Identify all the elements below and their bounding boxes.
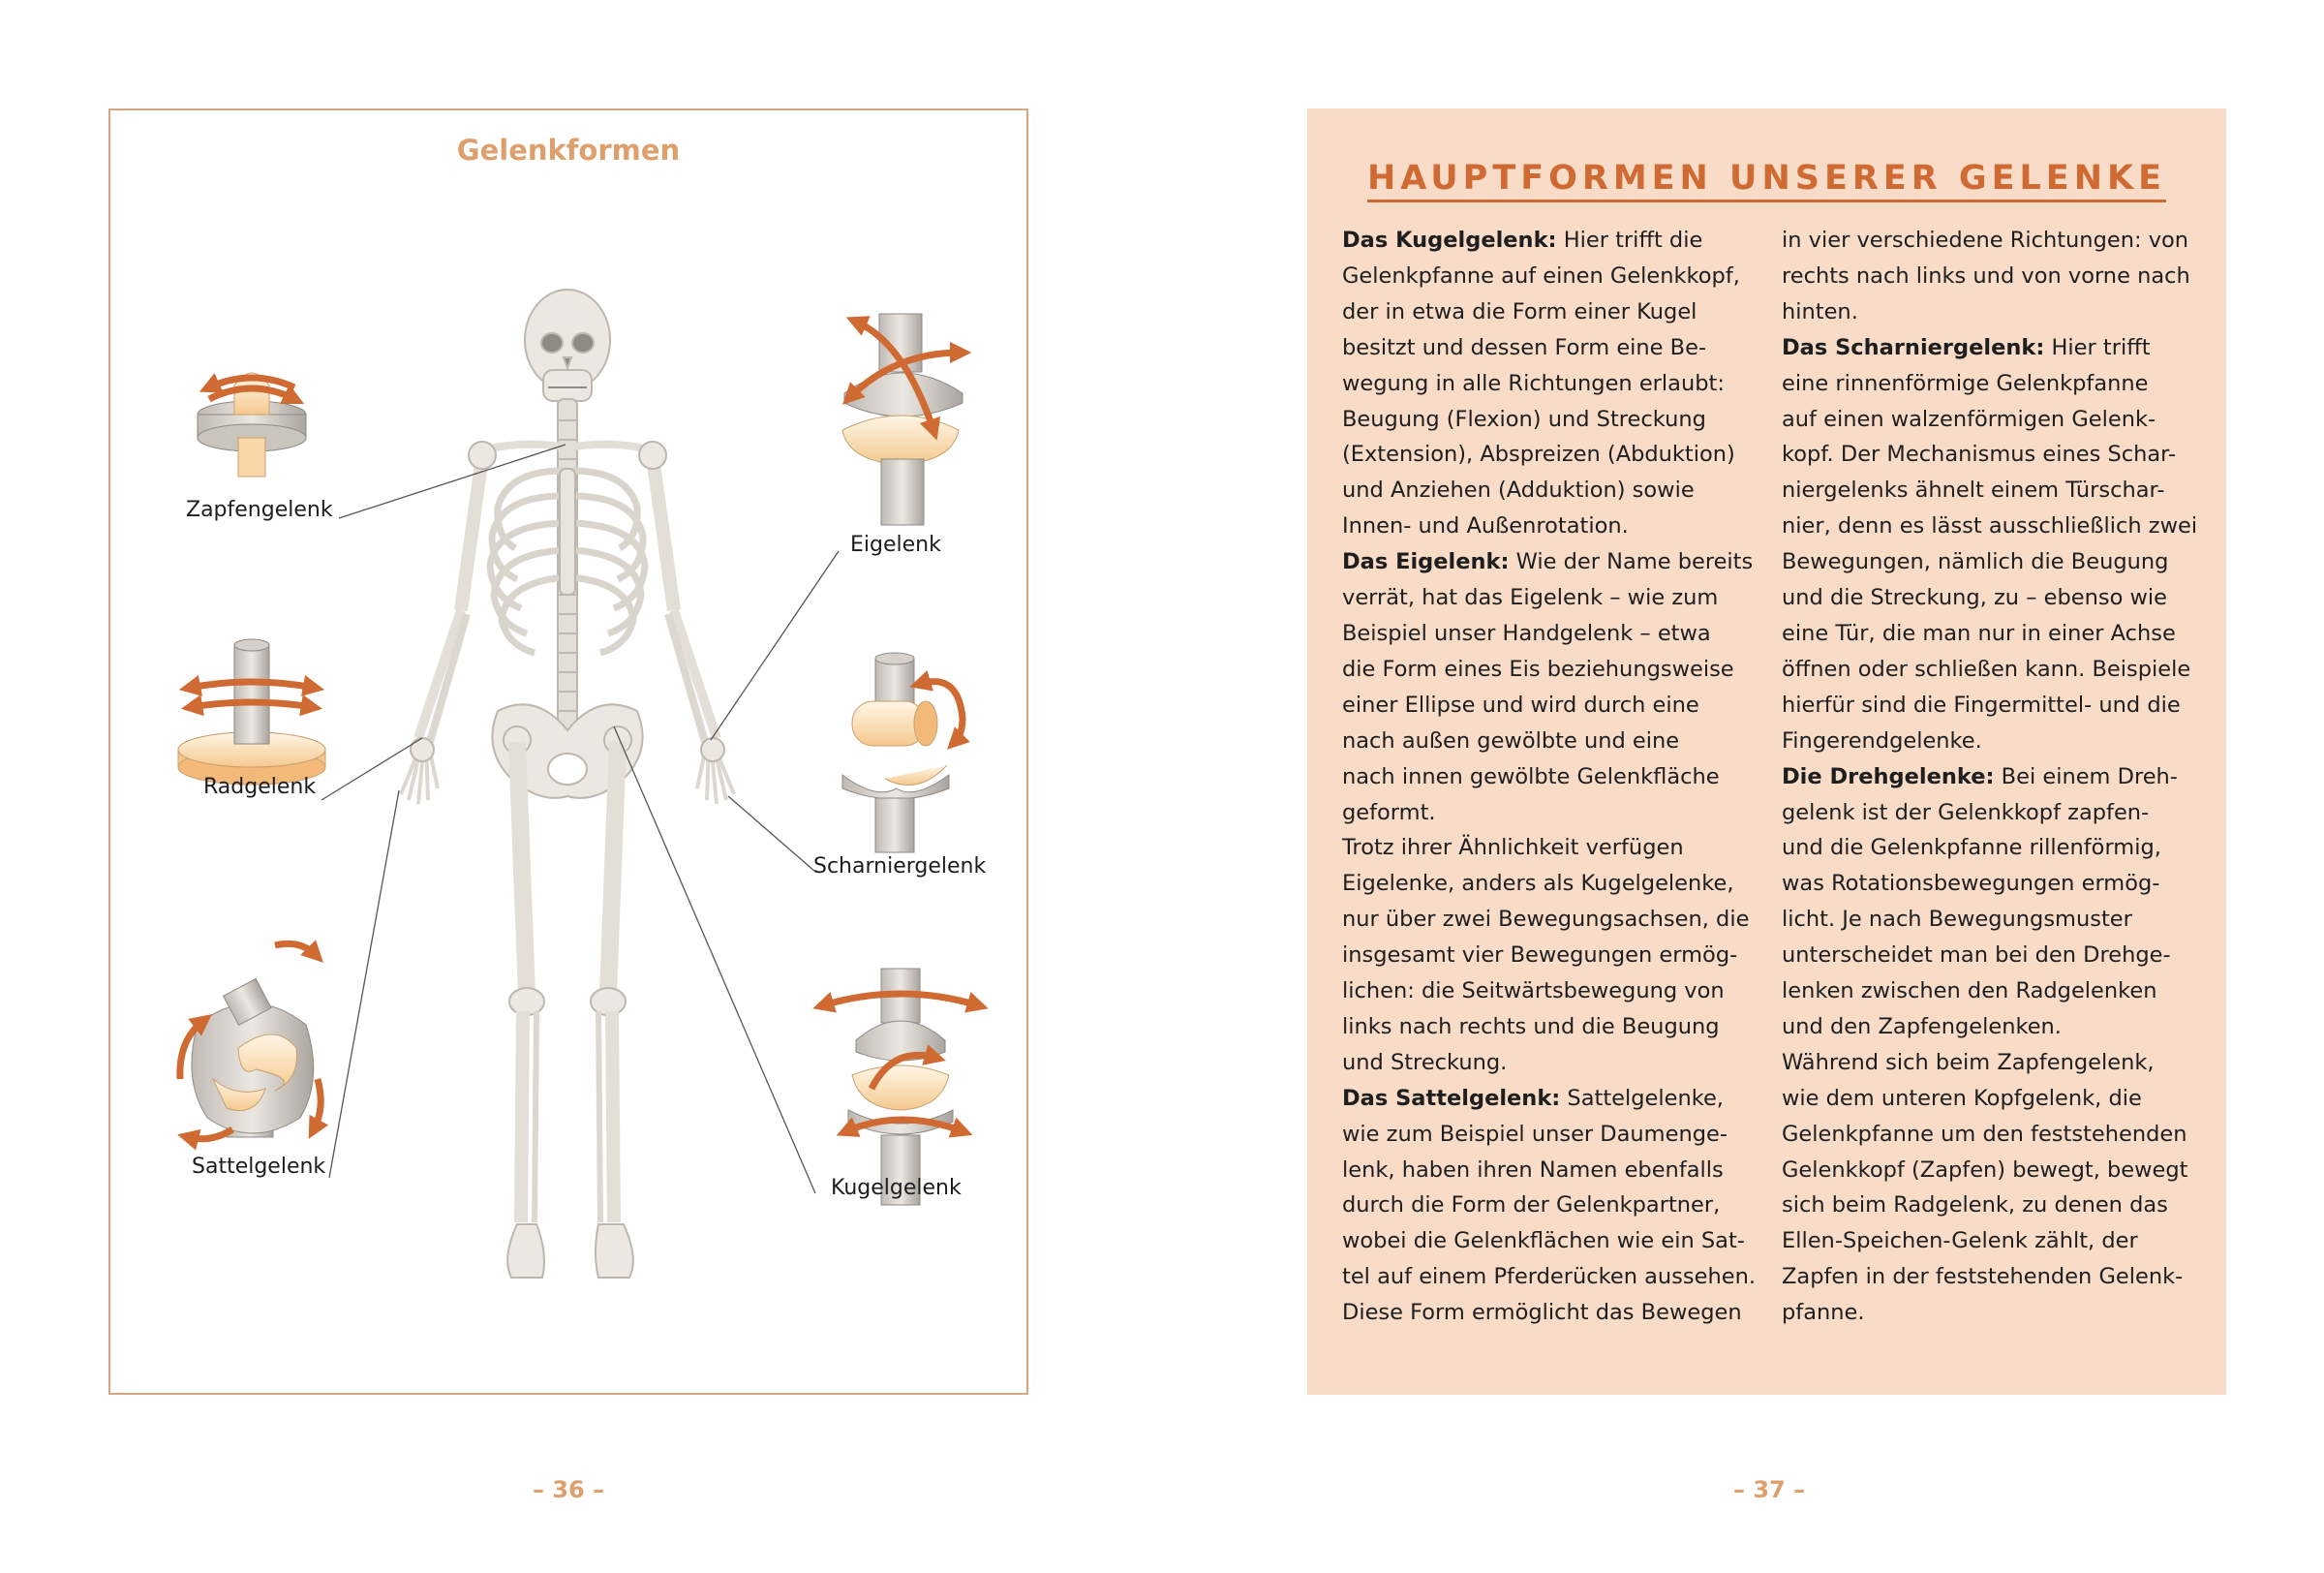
text-line [1782, 223, 2198, 259]
text-line [1342, 1081, 1758, 1117]
line-text: pfanne. [1782, 1300, 1865, 1326]
text-line [1782, 616, 2198, 652]
line-text: kopf. Der Mechanismus eines Schar- [1782, 442, 2177, 468]
text-line [1342, 437, 1758, 473]
line-text: Beispiel unser Handgelenk – etwa [1342, 620, 1711, 646]
line-text: Bewegungen, nämlich die Beugung [1782, 549, 2169, 575]
figure-title: Gelenkformen [456, 134, 681, 167]
eigelenk-icon [842, 314, 963, 525]
line-text: verrät, hat das Eigelenk – wie zum [1342, 585, 1719, 611]
line-text: eine Tür, die man nur in einer Achse [1782, 620, 2176, 646]
text-line [1342, 580, 1758, 616]
leg-right [591, 726, 633, 1278]
line-text: geformt. [1342, 799, 1436, 825]
section-heading: Die Drehgelenke: [1782, 763, 1995, 789]
text-line [1782, 1187, 2198, 1223]
line-text: auf einen walzenförmigen Gelenk- [1782, 406, 2156, 432]
line-text: Beugung (Flexion) und Streckung [1342, 406, 1706, 432]
line-text: Gelenkkopf (Zapfen) bewegt, bewegt [1782, 1157, 2188, 1183]
text-line [1782, 938, 2198, 973]
text-line [1782, 366, 2198, 402]
text-line [1782, 1153, 2198, 1188]
label-scharniergelenk: Scharniergelenk [813, 854, 987, 879]
line-text: wobei die Gelenkflächen wie ein Sat- [1342, 1228, 1745, 1254]
radgelenk-icon [178, 639, 325, 785]
text-line [1782, 402, 2198, 438]
line-text: Diese Form ermöglicht das Bewegen [1342, 1300, 1742, 1326]
line-text: licht. Je nach Bewegungsmuster [1782, 907, 2132, 933]
text-column-1 [1342, 223, 1758, 1331]
text-line [1342, 652, 1758, 688]
line-text: Trotz ihrer Ähnlichkeit verfügen [1342, 835, 1684, 861]
text-line [1782, 1009, 2198, 1045]
line-text: öffnen oder schließen kann. Beispiele [1782, 656, 2191, 682]
label-eigelenk: Eigelenk [850, 533, 941, 557]
text-line [1342, 402, 1758, 438]
line-text: Gelenkpfanne um den feststehenden [1782, 1121, 2187, 1147]
text-line [1782, 652, 2198, 688]
page-number-right: – 37 – [1733, 1476, 1806, 1503]
label-kugelgelenk: Kugelgelenk [831, 1176, 962, 1200]
line-text: Gelenkpfanne auf einen Gelenkkopf, [1342, 262, 1740, 289]
text-line [1342, 473, 1758, 509]
line-text: rechts nach links und von vorne nach [1782, 262, 2190, 289]
text-line [1782, 866, 2198, 902]
text-line [1342, 1259, 1758, 1295]
text-line [1782, 973, 2198, 1009]
label-sattelgelenk: Sattelgelenk [192, 1155, 326, 1179]
text-line [1782, 330, 2198, 366]
text-line [1342, 1223, 1758, 1259]
text-line [1342, 902, 1758, 938]
text-line [1342, 223, 1758, 259]
text-line [1782, 1081, 2198, 1117]
text-line [1342, 1295, 1758, 1331]
line-text: insgesamt vier Bewegungen ermög- [1342, 942, 1738, 969]
text-line [1782, 294, 2198, 330]
text-line [1342, 330, 1758, 366]
section-heading: Das Kugelgelenk: [1342, 228, 1557, 253]
text-line [1342, 938, 1758, 973]
line-text: einer Ellipse und wird durch eine [1342, 692, 1699, 718]
text-line [1342, 366, 1758, 402]
joint-figure-illustration [110, 110, 1030, 1397]
line-text: eine rinnenförmige Gelenkpfanne [1782, 370, 2149, 396]
text-line [1782, 1295, 2198, 1331]
line-text: besitzt und dessen Form eine Be- [1342, 334, 1707, 360]
line-text: durch die Form der Gelenkpartner, [1342, 1192, 1721, 1218]
line-text: nur über zwei Bewegungsachsen, die [1342, 907, 1750, 933]
line-text: tel auf einem Pferderücken aussehen. [1342, 1264, 1756, 1290]
line-text: Innen- und Außenrotation. [1342, 513, 1629, 540]
text-line [1342, 1045, 1758, 1081]
text-column-2 [1782, 223, 2198, 1331]
text-line [1782, 259, 2198, 294]
text-line [1782, 759, 2198, 795]
text-line [1782, 509, 2198, 544]
line-text: hierfür sind die Fingermittel- und die [1782, 692, 2181, 718]
text-line [1782, 724, 2198, 759]
text-line [1782, 902, 2198, 938]
text-line [1782, 1223, 2198, 1259]
line-text: sich beim Radgelenk, zu denen das [1782, 1192, 2168, 1218]
line-text: links nach rechts und die Beugung [1342, 1013, 1720, 1039]
section-heading: Das Eigelenk: [1342, 549, 1510, 575]
line-text: Wie der Name bereits [1509, 549, 1754, 575]
text-line [1782, 473, 2198, 509]
text-line [1342, 509, 1758, 544]
label-radgelenk: Radgelenk [203, 775, 317, 799]
text-panel [1307, 108, 2226, 1395]
text-line [1342, 544, 1758, 580]
text-line [1342, 259, 1758, 294]
scharniergelenk-icon [842, 653, 963, 852]
hand-right [697, 738, 734, 804]
line-text: Sattelgelenke, [1560, 1085, 1724, 1111]
line-text: und die Gelenkpfanne rillenförmig, [1782, 835, 2161, 861]
leg-left [504, 726, 544, 1278]
sattelgelenk-icon [180, 943, 321, 1138]
text-line [1782, 1045, 2198, 1081]
line-text: und den Zapfengelenken. [1782, 1013, 2062, 1039]
text-line [1342, 1117, 1758, 1153]
text-line [1342, 830, 1758, 866]
line-text: Eigelenke, anders als Kugelgelenke, [1342, 871, 1734, 897]
text-line [1342, 688, 1758, 724]
line-text: der in etwa die Form einer Kugel [1342, 298, 1697, 324]
line-text: die Form eines Eis beziehungsweise [1342, 656, 1734, 682]
text-line [1342, 1009, 1758, 1045]
text-line [1342, 759, 1758, 795]
line-text: niergelenks ähnelt einem Türschar- [1782, 478, 2165, 504]
text-line [1782, 795, 2198, 831]
line-text: Hier trifft die [1556, 228, 1703, 253]
text-line [1342, 1153, 1758, 1188]
arm-left [418, 442, 496, 742]
text-line [1782, 1259, 2198, 1295]
text-line [1782, 688, 2198, 724]
text-line [1342, 294, 1758, 330]
arm-right [639, 442, 717, 742]
text-line [1342, 616, 1758, 652]
leader-lines [321, 445, 839, 1193]
text-line [1782, 544, 2198, 580]
line-text: und Anziehen (Adduktion) sowie [1342, 478, 1695, 504]
section-heading: Das Sattelgelenk: [1342, 1085, 1561, 1111]
line-text: und die Streckung, zu – ebenso wie [1782, 585, 2167, 611]
line-text: wegung in alle Richtungen erlaubt: [1342, 370, 1725, 396]
text-line [1342, 795, 1758, 831]
line-text: und Streckung. [1342, 1049, 1508, 1075]
line-text: was Rotationsbewegungen ermög- [1782, 871, 2160, 897]
text-line [1782, 830, 2198, 866]
page-number-left: – 36 – [533, 1476, 605, 1503]
line-text: wie dem unteren Kopfgelenk, die [1782, 1085, 2142, 1111]
text-line [1342, 973, 1758, 1009]
line-text: wie zum Beispiel unser Daumenge- [1342, 1121, 1728, 1147]
line-text: lenken zwischen den Radgelenken [1782, 978, 2157, 1004]
kugelgelenk-icon [823, 969, 978, 1205]
text-line [1782, 580, 2198, 616]
text-line [1342, 866, 1758, 902]
text-line [1782, 437, 2198, 473]
text-line [1342, 1187, 1758, 1223]
line-text: (Extension), Abspreizen (Abduktion) [1342, 442, 1735, 468]
line-text: lichen: die Seitwärtsbewegung von [1342, 978, 1725, 1004]
text-line [1782, 1117, 2198, 1153]
line-text: hinten. [1782, 298, 1858, 324]
line-text: in vier verschiedene Richtungen: von [1782, 228, 2189, 253]
figure-frame [108, 108, 1028, 1395]
article-title: HAUPTFORMEN UNSERER GELENKE [1367, 159, 2166, 202]
line-text: Bei einem Dreh- [1994, 763, 2178, 789]
line-text: Ellen-Speichen-Gelenk zählt, der [1782, 1228, 2138, 1254]
line-text: Fingerendgelenke. [1782, 727, 1982, 754]
line-text: gelenk ist der Gelenkkopf zapfen- [1782, 799, 2150, 825]
line-text: Hier trifft [2044, 334, 2151, 360]
line-text: lenk, haben ihren Namen ebenfalls [1342, 1157, 1724, 1183]
line-text: Während sich beim Zapfengelenk, [1782, 1049, 2155, 1075]
line-text: nach außen gewölbte und eine [1342, 727, 1680, 754]
zapfengelenk-icon [198, 373, 306, 477]
article-title-wrap [1307, 159, 2226, 198]
line-text: unterscheidet man bei den Drehge- [1782, 942, 2171, 969]
line-text: nier, denn es lässt ausschließlich zwei [1782, 513, 2198, 540]
section-heading: Das Scharniergelenk: [1782, 334, 2045, 360]
line-text: nach innen gewölbte Gelenkfläche [1342, 763, 1720, 789]
line-text: Zapfen in der feststehenden Gelenk- [1782, 1264, 2184, 1290]
text-line [1342, 724, 1758, 759]
label-zapfengelenk: Zapfengelenk [186, 498, 333, 522]
skeleton [401, 290, 734, 1278]
